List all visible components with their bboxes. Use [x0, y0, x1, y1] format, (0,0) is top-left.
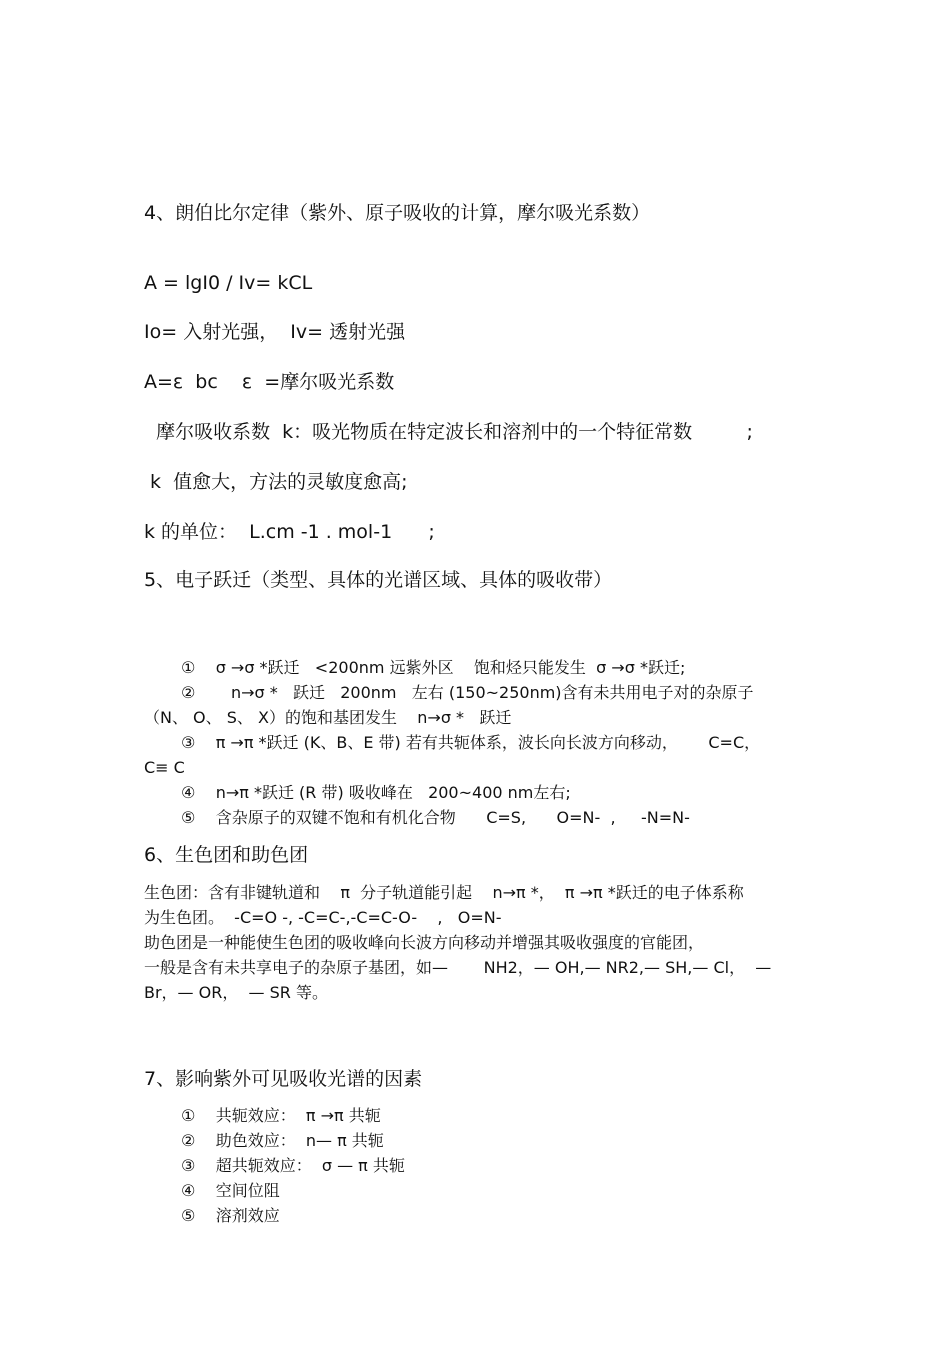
transition-item: ② n→σ * 跃迁 200nm 左右 (150~250nm)含有未共用电子对的杂原子	[181, 683, 754, 702]
chromophore-paragraph-line: 为生色团。 -C=O -, -C=C-,-C=C-O- , O=N-	[144, 908, 502, 927]
auxochrome-paragraph-line: Br，— OR， — SR 等。	[144, 983, 328, 1002]
factor-item: ⑤ 溶剂效应	[181, 1206, 280, 1225]
section-6-heading: 6、生色团和助色团	[144, 844, 309, 866]
factor-item: ③ 超共轭效应： σ — π 共轭	[181, 1156, 405, 1175]
transition-item-continued: （N、 O、 S、 X）的饱和基团发生 n→σ * 跃迁	[144, 708, 512, 727]
auxochrome-paragraph-line: 助色团是一种能使生色团的吸收峰向长波方向移动并增强其吸收强度的官能团，	[144, 933, 705, 952]
molar-absorptivity-formula: A=ε bc ε =摩尔吸光系数	[144, 371, 395, 393]
transition-item-continued: C≡ C	[144, 758, 185, 777]
transition-item: ③ π →π *跃迁 (K、B、E 带) 若有共轭体系，波长向长波方向移动， C=C，	[181, 733, 761, 752]
section-4-heading: 4、朗伯比尔定律（紫外、原子吸收的计算，摩尔吸光系数）	[144, 202, 651, 224]
factor-item: ④ 空间位阻	[181, 1181, 280, 1200]
k-unit-line: k 的单位： L.cm -1 . mol-1 ;	[144, 521, 435, 543]
intensity-definition: Io= 入射光强， Iv= 透射光强	[144, 321, 406, 343]
transition-item: ① σ →σ *跃迁 <200nm 远紫外区 饱和烃只能发生 σ →σ *跃迁;	[181, 658, 686, 677]
transition-item: ④ n→π *跃迁 (R 带) 吸收峰在 200~400 nm左右;	[181, 783, 571, 802]
section-7-heading: 7、影响紫外可见吸收光谱的因素	[144, 1068, 423, 1090]
section-5-heading: 5、电子跃迁（类型、具体的光谱区域、具体的吸收带）	[144, 569, 613, 591]
auxochrome-paragraph-line: 一般是含有未共享电子的杂原子基团，如— NH2，— OH,— NR2,— SH,— Cl， —	[144, 958, 772, 977]
chromophore-paragraph-line: 生色团：含有非键轨道和 π 分子轨道能引起 n→π *， π →π *跃迁的电子体系称	[144, 883, 744, 902]
transition-item: ⑤ 含杂原子的双键不饱和有机化合物 C=S, O=N- , -N=N-	[181, 808, 690, 827]
factor-item: ① 共轭效应： π →π 共轭	[181, 1106, 381, 1125]
beer-lambert-formula: A = lgI0 / Iv= kCL	[144, 272, 313, 294]
molar-absorption-coefficient-definition: 摩尔吸收系数 k：吸光物质在特定波长和溶剂中的一个特征常数 ;	[144, 421, 753, 443]
sensitivity-note: k 值愈大，方法的灵敏度愈高;	[144, 471, 408, 493]
factor-item: ② 助色效应： n— π 共轭	[181, 1131, 384, 1150]
